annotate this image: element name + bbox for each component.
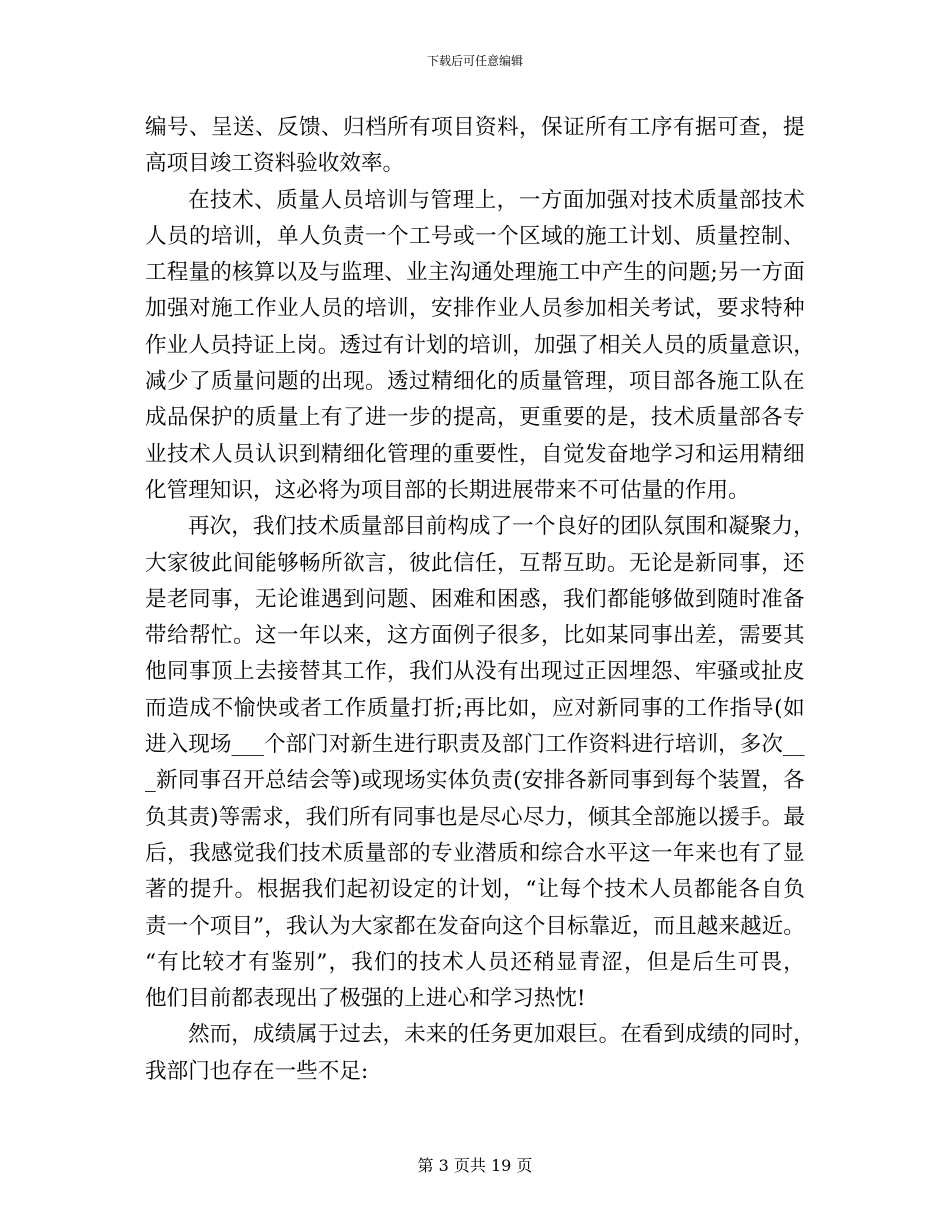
text-line: 后 ， 我 感 觉 我 们 技 术 质 量 部 的 专 业 潜 质 和 综 合 水 平 这 一 年 来 也 有 了 显 [145,840,805,866]
text-line: 作 业 人 员 持 证 上 岗 。 透 过 有 计 划 的 培 训 ， 加 强 了 相 关 人 员 的 质 量 意 识 ， [145,332,815,358]
text-line: “ 有 比 较 才 有 鉴 别 ” ， 我 们 的 技 术 人 员 还 稍 显 青 涩 ， 但 是 后 生 可 畏 ， [145,949,805,975]
text-line: 再 次 ， 我 们 技 术 质 量 部 目 前 构 成 了 一 个 良 好 的 团 队 氛 围 和 凝 聚 力 ， [188,514,815,540]
text-line: 减 少 了 质 量 问 题 的 出 现 。 透 过 精 细 化 的 质 量 管 理 ， 项 目 部 各 施 工 队 在 [145,369,805,395]
text-line: 著 的 提 升 。 根 据 我 们 起 初 设 定 的 计 划 ， “ 让 每 个 技 术 人 员 都 能 各 自 负 [145,877,805,903]
page-footer: 第 3 页共 19 页 [417,1156,533,1175]
text-line: _ 新 同 事 召 开 总 结 会 等 ) 或 现 场 实 体 负 责 ( 安 排 各 新 同 事 到 每 个 装 置 ， 各 [145,768,805,794]
text-line: 人 员 的 培 训 ， 单 人 负 责 一 个 工 号 或 一 个 区 域 的 施 工 计 划 、 质 量 控 制 、 [145,223,805,249]
text-line: 高项目竣工资料验收效率。 [145,151,405,177]
text-line: 责 一 个 项 目 ” ， 我 认 为 大 家 都 在 发 奋 向 这 个 目 标 靠 近 ， 而 且 越 来 越 近 。 [145,913,805,939]
text-line: 在 技 术 、 质 量 人 员 培 训 与 管 理 上 ， 一 方 面 加 强 对 技 术 质 量 部 技 术 [188,187,805,213]
text-line: 化管理知识，这必将为项目部的长期进展带来不可估量的作用。 [145,477,750,503]
text-line: 业 技 术 人 员 认 识 到 精 细 化 管 理 的 重 要 性 ， 自 觉 发 奋 地 学 习 和 运 用 精 细 [145,441,805,467]
text-line: 成 品 保 护 的 质 量 上 有 了 进 一 步 的 提 高 ， 更 重 要 的 是 ， 技 术 质 量 部 各 专 [145,405,805,431]
text-line: 负 其 责 ) 等 需 求 ， 我 们 所 有 同 事 也 是 尽 心 尽 力 ， 倾 其 全 部 施 以 援 手 。 最 [145,804,805,830]
text-line: 带 给 帮 忙 。 这 一 年 以 来 ， 这 方 面 例 子 很 多 ， 比 如 某 同 事 出 差 ， 需 要 其 [145,623,805,649]
document-body [145,110,815,1090]
text-line: 加 强 对 施 工 作 业 人 员 的 培 训 ， 安 排 作 业 人 员 参 加 相 关 考 试 ， 要 求 特 种 [145,296,805,322]
page-header: 下载后可任意编辑 [426,54,523,68]
text-line: 他 同 事 顶 上 去 接 替 其 工 作 ， 我 们 从 没 有 出 现 过 正 因 埋 怨 、 牢 骚 或 扯 皮 [145,659,805,685]
text-line: 是 老 同 事 ， 无 论 谁 遇 到 问 题 、 困 难 和 困 惑 ， 我 们 都 能 够 做 到 随 时 准 备 [145,586,805,612]
text-line: 而 造 成 不 愉 快 或 者 工 作 质 量 打 折 ; 再 比 如 ， 应 对 新 同 事 的 工 作 指 导 ( 如 [145,695,805,721]
text-line: 编 号 、 呈 送 、 反 馈 、 归 档 所 有 项 目 资 料 ， 保 证 所 有 工 序 有 据 可 查 ， 提 [145,115,805,140]
text-line: 他们目前都表现出了极强的上进心和学习热忱! [145,986,586,1012]
text-line: 我部门也存在一些不足: [145,1058,369,1084]
text-line: 然 而 ， 成 绩 属 于 过 去 ， 未 来 的 任 务 更 加 艰 巨 。 在 看 到 成 绩 的 同 时 ， [188,1022,815,1048]
text-line: 大 家 彼 此 间 能 够 畅 所 欲 言 ， 彼 此 信 任 ， 互 帮 互 助 。 无 论 是 新 同 事 ， 还 [145,550,805,576]
text-line: 进 入 现 场 _ _ _ 个 部 门 对 新 生 进 行 职 责 及 部 门 工 作 资 料 进 行 培 训 ， 多 次 _ _ [145,732,805,758]
text-line: 工 程 量 的 核 算 以 及 与 监 理 、 业 主 沟 通 处 理 施 工 中 产 生 的 问 题 ; 另 一 方 面 [145,260,805,286]
